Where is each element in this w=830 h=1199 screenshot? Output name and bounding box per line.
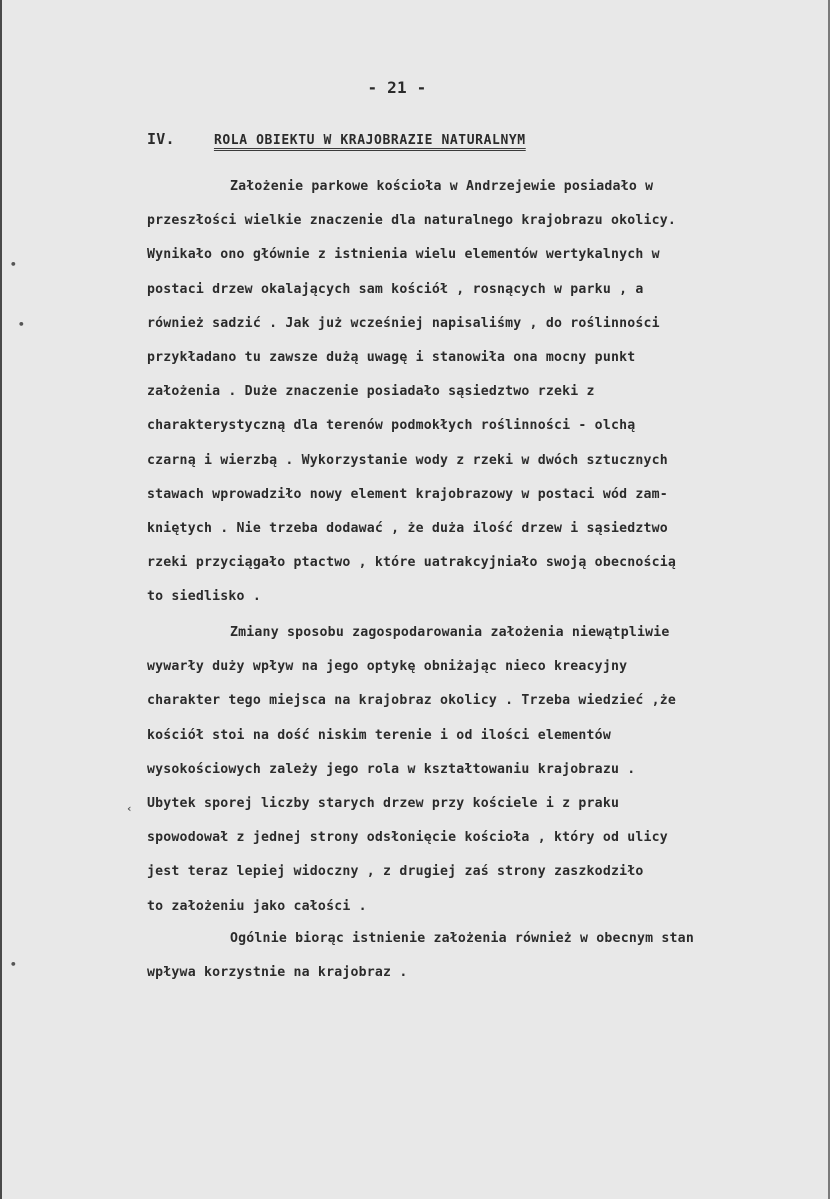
margin-mark: ‹ <box>126 802 133 815</box>
section-title: ROLA OBIEKTU W KRAJOBRAZIE NATURALNYM <box>213 133 526 148</box>
section-heading <box>147 130 526 148</box>
text-line: charakter tego miejsca na krajobraz okolicy . Trzeba wiedzieć ,że <box>147 693 677 709</box>
text-line: stawach wprowadziło nowy element krajobrazowy w postaci wód zam- <box>147 486 668 502</box>
text-line: również sadzić . Jak już wcześniej napisaliśmy , do roślinności <box>147 315 660 331</box>
text-line: założenia . Duże znaczenie posiadało sąsiedztwo rzeki z <box>147 384 595 400</box>
text-line: przeszłości wielkie znaczenie dla naturalnego krajobrazu okolicy. <box>147 213 677 229</box>
paragraph-1 <box>147 170 830 615</box>
text-line: przykładano tu zawsze dużą uwagę i stanowiła ona mocny punkt <box>147 350 636 366</box>
text-line: wywarły duży wpływ na jego optykę obniżając nieco kreacyjny <box>147 659 628 675</box>
text-line: wysokościowych zależy jego rola w kształtowaniu krajobrazu . <box>147 761 636 777</box>
text-line: postaci drzew okalających sam kościół , rosnących w parku , a <box>147 281 644 297</box>
paragraph-2 <box>147 616 830 924</box>
section-number: IV. <box>147 130 175 148</box>
margin-dot: • <box>10 258 17 271</box>
text-line: Zmiany sposobu zagospodarowania założenia niewątpliwie <box>230 625 670 640</box>
text-line: to założeniu jako całości . <box>147 898 367 914</box>
text-line: kniętych . Nie trzeba dodawać , że duża ilość drzew i sąsiedztwo <box>147 521 668 537</box>
text-line: Ogólnie biorąc istnienie założenia również w obecnym stan <box>230 931 694 946</box>
paragraph-3 <box>147 922 830 990</box>
text-line: Założenie parkowe kościoła w Andrzejewie posiadało w <box>230 179 654 194</box>
text-line: wpływa korzystnie na krajobraz . <box>147 965 408 981</box>
margin-dot: • <box>10 958 17 971</box>
text-line: kościół stoi na dość niskim terenie i od ilości elementów <box>147 727 611 743</box>
text-line: spowodował z jednej strony odsłonięcie kościoła , który od ulicy <box>147 830 668 846</box>
text-line: to siedlisko . <box>147 589 261 605</box>
page-number: - 21 - <box>367 78 427 97</box>
text-line: Wynikało ono głównie z istnienia wielu elementów wertykalnych w <box>147 247 660 263</box>
text-line: czarną i wierzbą . Wykorzystanie wody z rzeki w dwóch sztucznych <box>147 452 668 468</box>
text-line: charakterystyczną dla terenów podmokłych roślinności - olchą <box>147 418 636 434</box>
text-line: rzeki przyciągało ptactwo , które uatrakcyjniało swoją obecnością <box>147 555 677 571</box>
text-line: jest teraz lepiej widoczny , z drugiej zaś strony zaszkodziło <box>147 864 644 880</box>
text-line: Ubytek sporej liczby starych drzew przy kościele i z praku <box>147 796 620 812</box>
margin-dot: • <box>18 318 25 331</box>
